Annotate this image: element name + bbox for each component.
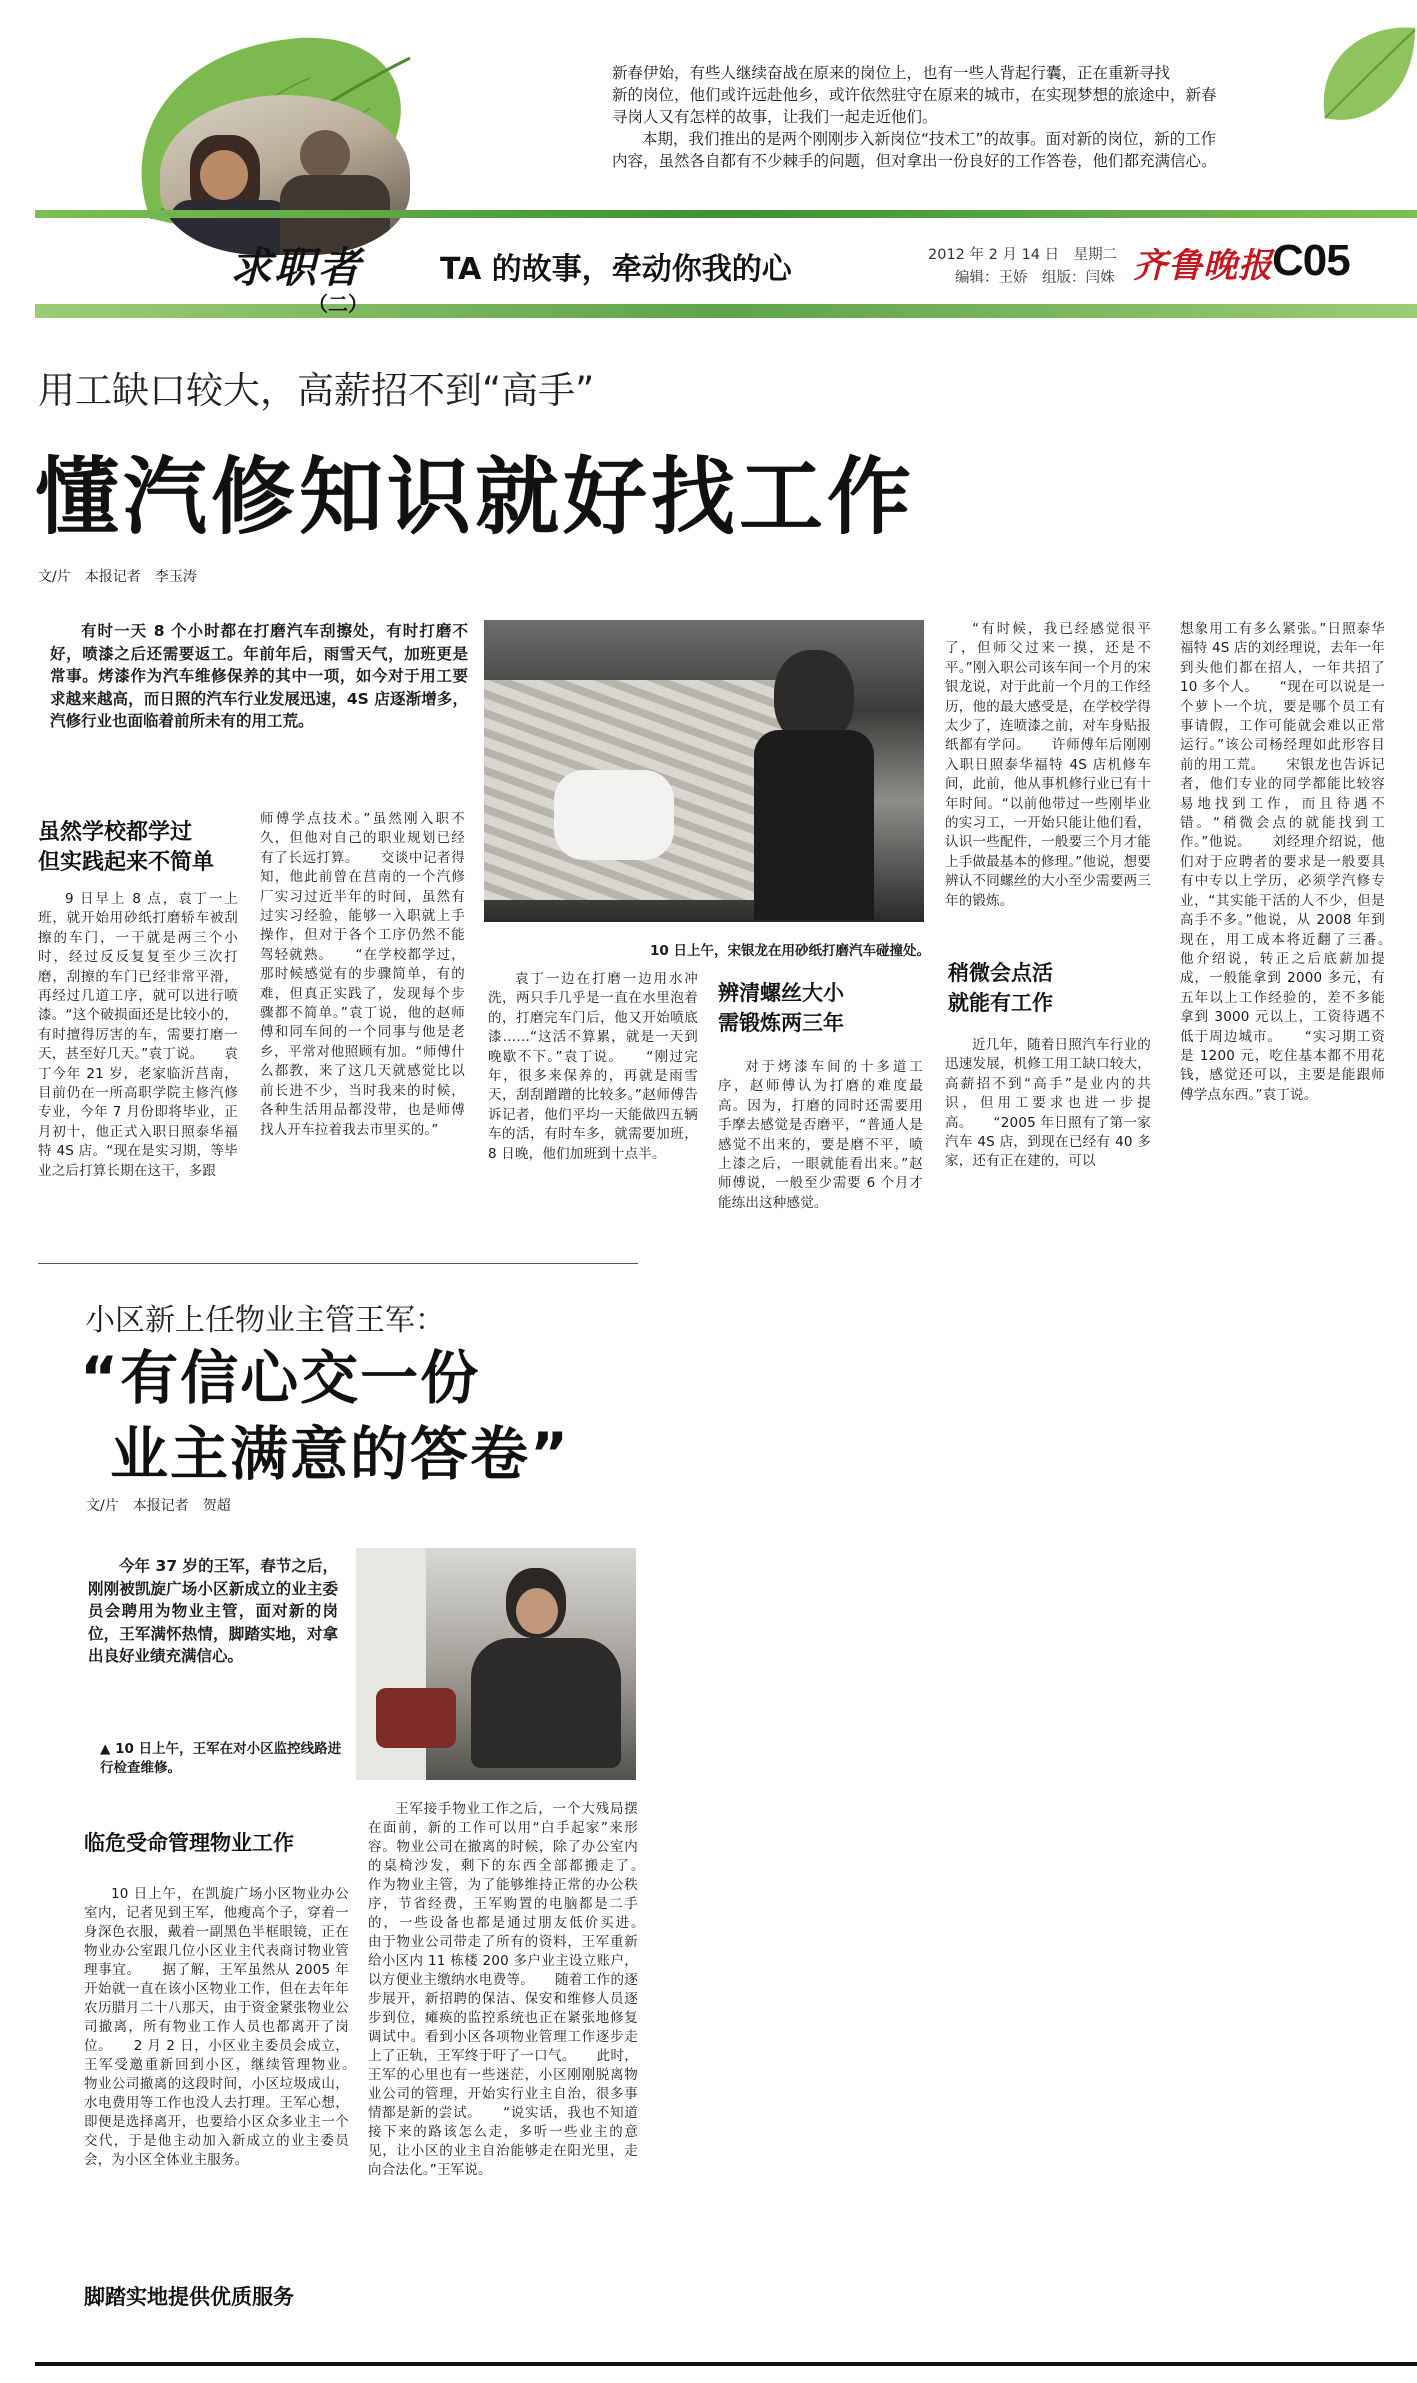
- story1-photo-caption: 10 日上午，宋银龙在用砂纸打磨汽车碰撞处。: [650, 943, 930, 959]
- story1-subhead-3: 稍微会点活 就能有工作: [948, 961, 1053, 1015]
- story2-byline: 文/片 本报记者 贺超: [86, 1498, 231, 1514]
- story2-column-1: 10 日上午，在凯旋广场小区物业办公室内，记者见到王军，他瘦高个子，穿着一身深色衣服，戴着一副黑色半框眼镜，正在物业办公室跟几位小区业主代表商讨物业管理事宜。 据了解，王军虽然从 2005 年开始就一直在该小区物业工作，但在去年年农历腊月二十八那天，由于资金紧张物业公司撤离，所有物业工作人员也都离开了岗位。 2 月 2 日，小区业主委员会成立，王军受邀重新回到小区，继续管理物业。 物业公司撤离的这段时间，小区垃圾成山，水电费用等工作也没人去打理。王军心想，即便是选择离开，也要给小区众多业主一个交代，于是他主动加入新成立的业主委员会，为小区全体业主服务。: [84, 1886, 377, 2168]
- header-light-rule: [35, 304, 1417, 318]
- footer-rule: [35, 2362, 1417, 2366]
- story1-byline: 文/片 本报记者 李玉涛: [38, 569, 197, 585]
- column-number: （二）: [308, 292, 368, 316]
- story1-column-2: 师傅学点技术。”虽然刚入职不久，但他对自己的职业规划已经有了长远打算。 交谈中记者得知，他此前曾在莒南的一个汽修厂实习过近半年的时间，虽然有过实习经验，能够一入职就上手操作，但对于各个工序仍然不能驾轻就熟。 “在学校都学过，那时候感觉有的步骤简单，有的难，但真正实践了，发现每个步骤都不简单。”袁丁说，他的赵师傅和同车间的一个同事与他是老乡，平常对他照顾有加。“师傅什么都教，来了这几天就感觉比以前长进不少，当时我来的时候，各种生活用品都没带，也是师傅找人开车拉着我去市里买的。”: [260, 811, 465, 1138]
- paper-logo: 齐鲁晚报: [1133, 246, 1273, 286]
- story1-column-1: 9 日早上 8 点，袁丁一上班，就开始用砂纸打磨轿车被刮擦的车门，一干就是两三个小时，经过反反复复至少三次打磨，刮擦的车门已经非常平滑，再经过几道工序，就可以进行喷漆。“这个破损面还是比较小的，有时擅得厉害的车，需要打磨一天，甚至好几天。”袁丁说。 袁丁今年 21 岁，老家临沂莒南，目前仍在一所高职学院主修汽修专业，今年 7 月份即将毕业，正月初十，他正式入职日照泰华福特 4S 店。“现在是实习期，等毕业之后打算长期在这干，多跟: [38, 891, 238, 1179]
- header-intro: 新春伊始，有些人继续奋战在原来的岗位上，也有一些人背起行囊，正在重新寻找 新的岗位，他们或许远赴他乡，或许依然驻守在原来的城市，在实现梦想的旅途中，新春 寻岗人又有怎样的故事，让我们一起走近他们。 本期，我们推出的是两个刚刚步入新岗位“技术工”的故事。面对新的岗位，新的工作 内容，虽然各自都有不少棘手的问题，但对拿出一份良好的工作答卷，他们都充满信心。: [612, 64, 1217, 170]
- story1-column-3: 袁丁一边在打磨一边用水冲洗，两只手几乎是一直在水里泡着的，打磨完车门后，他又开始喷底漆……“这活不算累，就是一天到晚歇不下。”袁丁说。 “刚过完年，很多来保养的，再就是雨雪天，刮刮蹭蹭的比较多。”赵师傅告诉记者，他们平均一天能做四五辆车的活，有时车多，就需要加班，8 日晚，他们加班到十点半。: [488, 971, 698, 1162]
- story2-subhead-2: 脚踏实地提供优质服务: [84, 2285, 294, 2309]
- story1-kicker: 用工缺口较大，高薪招不到“高手”: [38, 369, 595, 412]
- header-green-rule: [35, 210, 1417, 218]
- story1-column-6: 想象用工有多么紧张。”日照泰华福特 4S 店的刘经理说，去年一年到头他们都在招人，一年共招了 10 多个人。 “现在可以说是一个萝卜一个坑，要是哪个员工有事请假，工作可能就会难以正常运行。”该公司杨经理如此形容目前的用工荒。 宋银龙也告诉记者，他们专业的同学都能比较容易地找到工作，而且待遇不错。“稍微会点的就能找到工作。”他说。 刘经理介绍说，他们对于应聘者的要求是一般要具有中专以上学历，必须学汽修专业，“其实能干活的人不少，但是高手不多。”他说，从 2008 年到现在，用工成本将近翻了三番。 他介绍说，转正之后底薪加提成，一般能拿到 2000 多元，有五年以上工作经验的，差不多能拿到 3000 元以上，工资待遇不低于周边城市。 “实习期工资是 1200 元，吃住基本都不用花钱，感觉还可以，主要是能跟师傅学点东西。”袁丁说。: [1180, 621, 1413, 1103]
- story1-photo: [484, 620, 924, 922]
- editors-line: 编辑：王娇 组版：闫姝: [955, 270, 1115, 286]
- story1-subhead-2: 辨清螺丝大小 需锻炼两三年: [718, 981, 844, 1035]
- story1-headline: 懂汽修知识就好找工作: [35, 448, 916, 546]
- story2-kicker: 小区新上任物业主管王军：: [85, 1303, 445, 1338]
- story1-column-5b: 近几年，随着日照汽车行业的迅速发展，机修工用工缺口较大，高薪招不到“高手”是业内的共识，但用工要求也进一步提高。 “2005 年日照有了第一家汽车 4S 店，到现在已经有 40 多家，还有正在建的，可以: [945, 1037, 1151, 1170]
- story1-subhead-1: 虽然学校都学过 但实践起来不简单: [38, 820, 215, 875]
- column-name: 求职者: [230, 243, 363, 292]
- story1-lead: 有时一天 8 个小时都在打磨汽车刮擦处，有时打磨不好，喷漆之后还需要返工。年前年后，雨雪天气，加班更是常事。烤漆作为汽车维修保养的其中一项，如今对于用工要求越来越高，而日照的汽车行业发展迅速，4S 店逐渐增多，汽修行业也面临着前所未有的用工荒。: [50, 622, 468, 730]
- story2-subhead-1: 临危受命管理物业工作: [84, 1831, 294, 1855]
- story2-photo: [356, 1548, 636, 1780]
- story1-column-5: “有时候，我已经感觉很平了，但师父过来一摸，还是不平。”刚入职公司该车间一个月的宋银龙说，对于此前一个月的工作经历，他的最大感受是，在学校学得太少了，连喷漆之前，对车身贴报纸都有学问。 许师傅年后刚刚入职日照泰华福特 4S 店机修车间，此前，他从事机修行业已有十年时间。“以前他带过一些刚毕业的实习工，一开始只能让他们看，认识一些配件，一般要三个月才能上手做最基本的修理。”他说，想要辨认不同螺丝的大小至少需要两三年的锻炼。: [945, 621, 1151, 909]
- column-slogan: TA 的故事，牵动你我的心: [440, 252, 792, 287]
- story2-photo-caption: ▲ 10 日上午，王军在对小区监控线路进行检查维修。: [100, 1741, 342, 1776]
- leaf-decoration-right: [1305, 18, 1417, 138]
- header-photo: [160, 95, 410, 255]
- story2-column-2: 王军接手物业工作之后，一个大残局摆在面前，新的工作可以用“白手起家”来形容。物业公司在撤离的时候，除了办公室内的桌椅沙发，剩下的东西全部都搬走了。 作为物业主管，为了能够维持正常的办公秩序，节省经费，王军购置的电脑都是二手的，一些设备也都是通过朋友低价买进。 由于物业公司带走了所有的资料，王军重新给小区内 11 栋楼 200 多户业主设立账户，以方便业主缴纳水电费等。 随着工作的逐步展开，新招聘的保洁、保安和维修人员逐步到位，瘫痪的监控系统也正在紧张地修复调试中。看到小区各项物业管理工作逐步走上了正轨，王军终于吁了一口气。 此时，王军的心里也有一些迷茫，小区刚刚脱离物业公司的管理，开始实行业主自治，很多事情都是新的尝试。 “说实话，我也不知道接下来的路该怎么走，多听一些业主的意见，让小区的业主自治能够走在阳光里，走向合法化。”王军说。: [368, 1801, 666, 2178]
- story-divider: [38, 1263, 638, 1264]
- date-line: 2012 年 2 月 14 日 星期二: [928, 247, 1118, 263]
- story1-column-4: 对于烤漆车间的十多道工序，赵师傅认为打磨的难度最高。因为，打磨的同时还需要用手摩去感觉是否磨平，“普通人是感觉不出来的，要是磨不平，喷上漆之后，一眼就能看出来。”赵师傅说，一般至少需要 6 个月才能练出这种感觉。: [718, 1059, 923, 1211]
- page-number: C05: [1272, 236, 1350, 285]
- story2-headline: “有信心交一份 业主满意的答卷”: [80, 1344, 571, 1488]
- story2-lead: 今年 37 岁的王军，春节之后，刚刚被凯旋广场小区新成立的业主委员会聘用为物业主管，面对新的岗位，王军满怀热情，脚踏实地，对拿出良好业绩充满信心。: [88, 1557, 338, 1665]
